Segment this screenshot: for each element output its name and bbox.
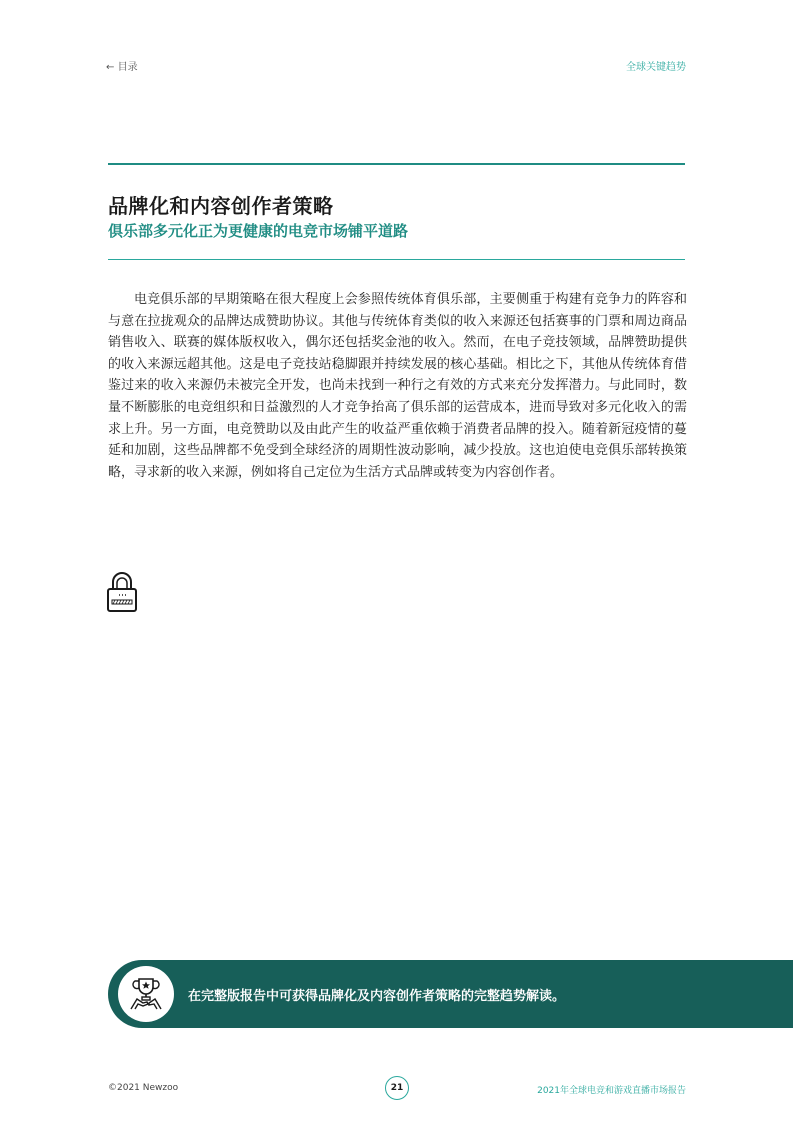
page-subtitle: 俱乐部多元化正为更健康的电竞市场铺平道路 <box>108 222 409 240</box>
page-title: 品牌化和内容创作者策略 <box>108 194 334 218</box>
bottom-divider <box>108 259 685 260</box>
toc-label: 目录 <box>117 62 138 73</box>
back-arrow-icon: ← <box>106 62 115 73</box>
trophy-icon <box>118 966 174 1022</box>
body-paragraph: 电竞俱乐部的早期策略在很大程度上会参照传统体育俱乐部，主要侧重于构建有竞争力的阵容和与意在拉拢观众的品牌达成赞助协议。其他与传统体育类似的收入来源还包括赛事的门票和周边商品销售收入、联赛的媒体版权收入，偶尔还包括奖金池的收入。然而，在电子竞技领域，品牌赞助提供的收入来源远超其他。这是电子竞技站稳脚跟并持续发展的核心基础。相比之下，其他从传统体育借鉴过来的收入来源仍未被完全开发，也尚未找到一种行之有效的方式来充分发挥潜力。与此同时，数量不断膨胀的电竞组织和日益激烈的人才竞争抬高了俱乐部的运营成本，进而导致对多元化收入的需求上升。另一方面，电竞赞助以及由此产生的收益严重依赖于消费者品牌的投入。随着新冠疫情的蔓延和加剧，这些品牌都不免受到全球经济的周期性波动影响，减少投放。这也迫使电竞俱乐部转换策略，寻求新的收入来源，例如将自己定位为生活方式品牌或转变为内容创作者。 <box>108 292 687 480</box>
section-header-label[interactable]: 全球关键趋势 <box>626 62 686 73</box>
cta-text: 在完整版报告中可获得品牌化及内容创作者策略的完整趋势解读。 <box>188 989 566 1004</box>
lock-icon <box>104 569 140 615</box>
report-title: 2021年全球电竞和游戏直播市场报告 <box>537 1086 686 1096</box>
top-divider <box>108 163 685 165</box>
page-number: 21 <box>385 1076 409 1100</box>
copyright: ©2021 Newzoo <box>108 1083 179 1093</box>
cta-banner[interactable] <box>108 960 793 1028</box>
toc-link[interactable] <box>106 58 138 73</box>
